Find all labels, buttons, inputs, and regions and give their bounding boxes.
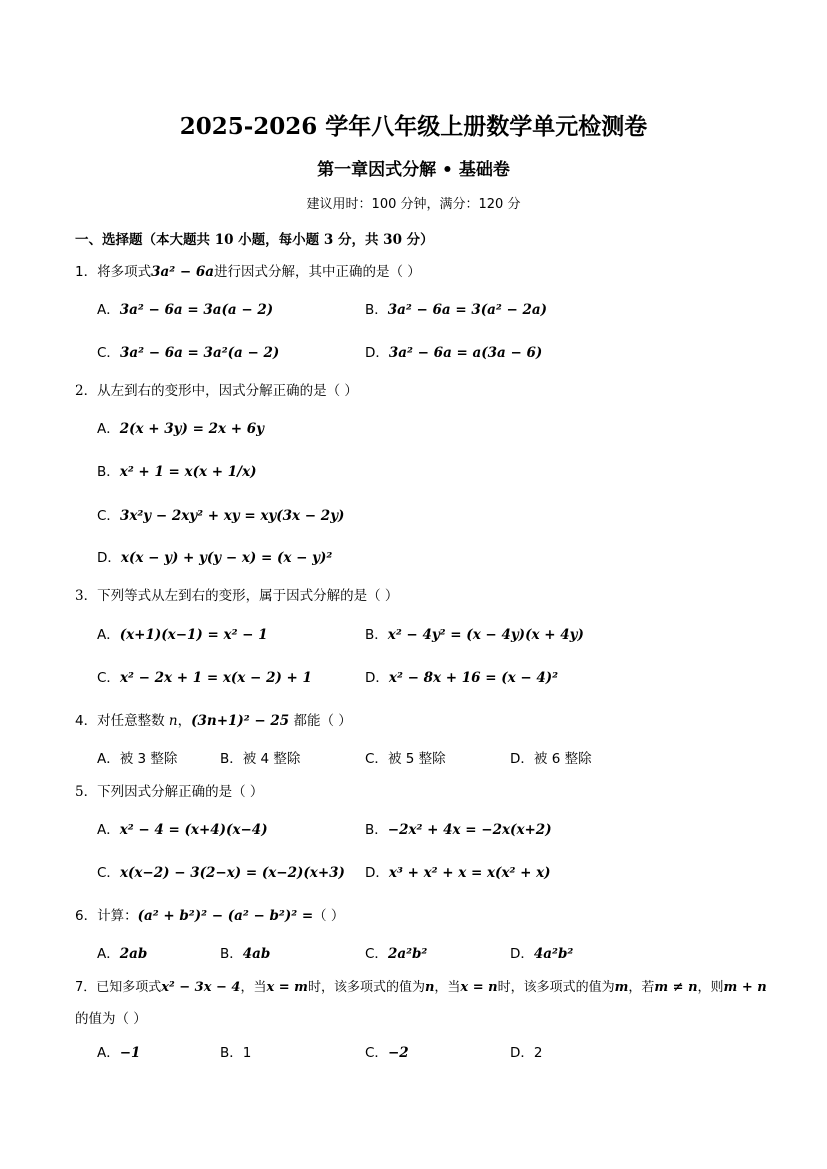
- section-title: 一、选择题（本大题共 10 小题，每小题 3 分，共 30 分）: [75, 232, 434, 248]
- question-4-option-c: C．被 5 整除: [365, 751, 446, 767]
- question-2-option-b: B．x² + 1 = x(x + 1/x): [97, 464, 257, 480]
- exam-info: 建议用时：100 分钟，满分：120 分: [306, 197, 521, 212]
- question-1-option-b: B．3a² − 6a = 3(a² − 2a): [365, 302, 548, 318]
- question-4-stem: 4．对任意整数 n，(3n+1)² − 25 都能（ ）: [75, 713, 352, 729]
- question-6-option-a: A．2ab: [97, 946, 148, 962]
- question-5-option-a: A．x² − 4 = (x+4)(x−4): [97, 822, 268, 838]
- question-4-option-d: D．被 6 整除: [510, 751, 592, 767]
- question-7-stem: 7．已知多项式x² − 3x − 4，当x = m时，该多项式的值为n，当x = n时，该多项式的值为m，若m ≠ n，则m + n: [75, 980, 767, 995]
- question-5-stem: 5．下列因式分解正确的是（ ）: [75, 784, 264, 800]
- question-1-option-a: A．3a² − 6a = 3a(a − 2): [97, 302, 274, 318]
- exam-subtitle: 第一章因式分解 • 基础卷: [317, 160, 510, 180]
- question-5-option-c: C．x(x−2) − 3(2−x) = (x−2)(x+3): [97, 865, 345, 881]
- question-7-option-c: C．−2: [365, 1045, 409, 1061]
- question-4-option-a: A．被 3 整除: [97, 751, 178, 767]
- question-6-option-c: C．2a²b²: [365, 946, 428, 962]
- question-1-option-c: C．3a² − 6a = 3a²(a − 2): [97, 345, 280, 361]
- question-6-option-b: B．4ab: [220, 946, 271, 962]
- question-3-option-b: B．x² − 4y² = (x − 4y)(x + 4y): [365, 627, 584, 643]
- question-7-option-a: A．−1: [97, 1045, 141, 1061]
- question-7-option-d: D．2: [510, 1045, 543, 1061]
- question-6-option-d: D．4a²b²: [510, 946, 574, 962]
- question-5-option-b: B．−2x² + 4x = −2x(x+2): [365, 822, 552, 838]
- question-3-option-d: D．x² − 8x + 16 = (x − 4)²: [365, 670, 559, 686]
- question-3-option-c: C．x² − 2x + 1 = x(x − 2) + 1: [97, 670, 312, 686]
- question-6-stem: 6．计算：(a² + b²)² − (a² − b²)² =（ ）: [75, 908, 345, 924]
- question-7-option-b: B．1: [220, 1045, 252, 1061]
- question-3-stem: 3．下列等式从左到右的变形，属于因式分解的是（ ）: [75, 588, 399, 604]
- question-2-stem: 2．从左到右的变形中，因式分解正确的是（ ）: [75, 383, 358, 399]
- exam-title: 2025-2026 学年八年级上册数学单元检测卷: [179, 113, 648, 140]
- question-2-option-d: D．x(x − y) + y(y − x) = (x − y)²: [97, 550, 333, 566]
- question-5-option-d: D．x³ + x² + x = x(x² + x): [365, 865, 551, 881]
- question-2-option-a: A．2(x + 3y) = 2x + 6y: [97, 421, 265, 437]
- question-3-option-a: A．(x+1)(x−1) = x² − 1: [97, 627, 268, 643]
- question-4-option-b: B．被 4 整除: [220, 751, 301, 767]
- question-2-option-c: C．3x²y − 2xy² + xy = xy(3x − 2y): [97, 508, 345, 524]
- question-1-stem: 1．将多项式3a² − 6a进行因式分解，其中正确的是（ ）: [75, 264, 421, 280]
- question-1-option-d: D．3a² − 6a = a(3a − 6): [365, 345, 543, 361]
- question-7-stem-line2: 的值为（ ）: [75, 1011, 147, 1027]
